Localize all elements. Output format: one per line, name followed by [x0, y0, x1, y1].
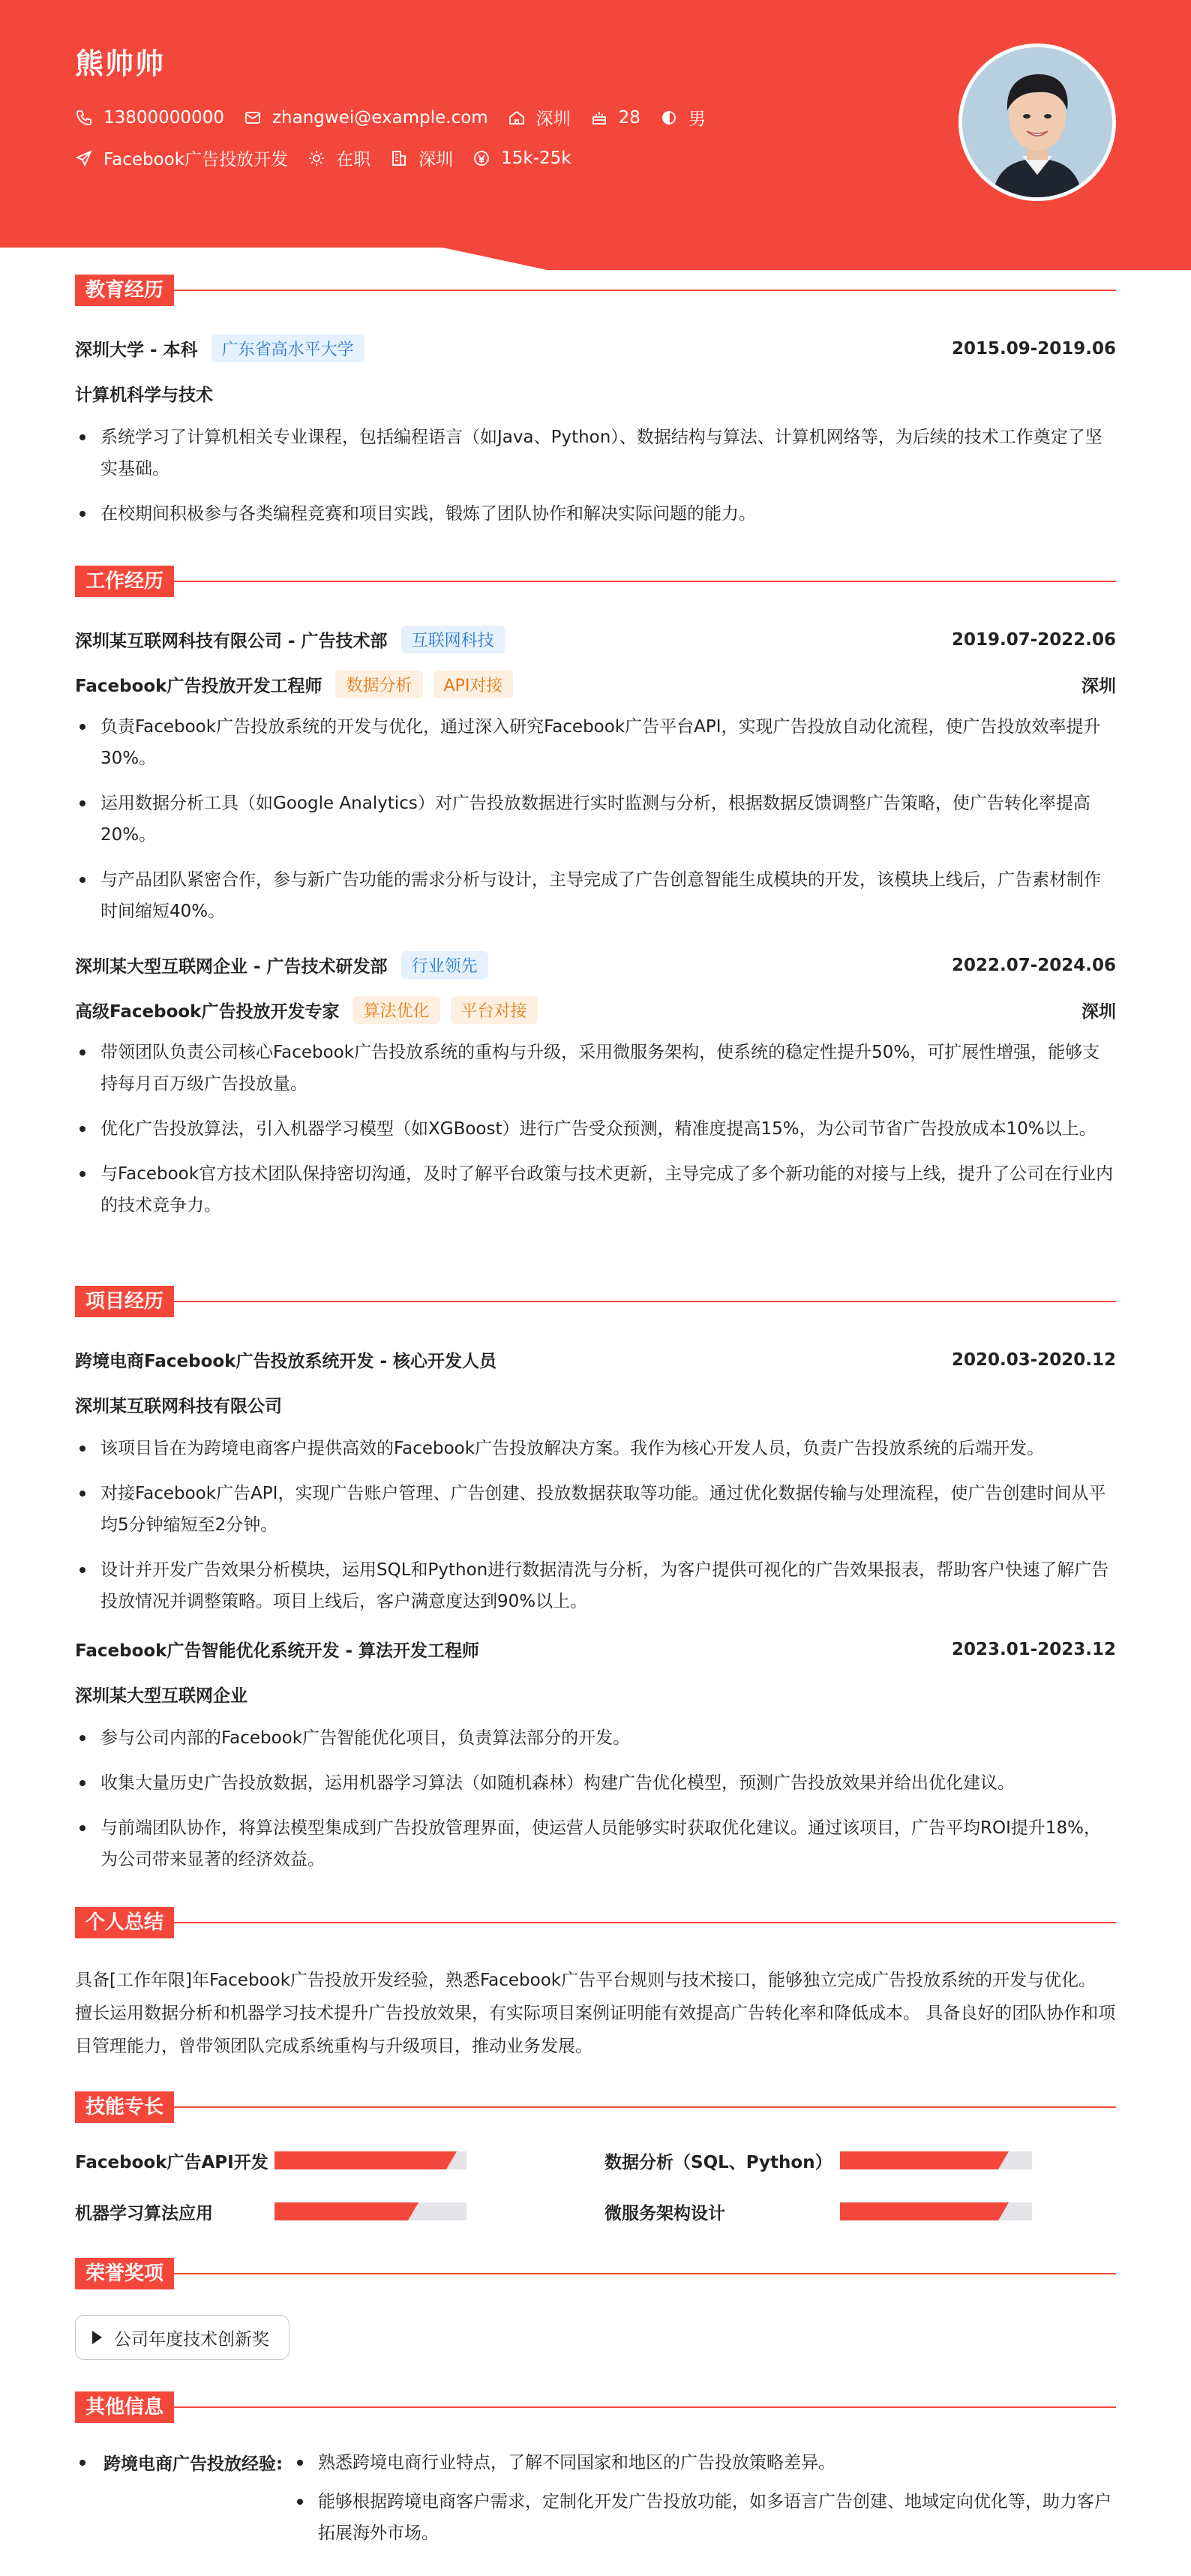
summary-title: 个人总结 — [75, 1907, 174, 1938]
job-2-bullets — [75, 1037, 1116, 1235]
list-item: 在校期间积极参与各类编程竞赛和项目实践，锻炼了团队协作和解决实际问题的能力。 — [75, 498, 1116, 530]
gender-text: 男 — [688, 110, 706, 129]
email-info — [244, 108, 488, 128]
work-section-header — [75, 566, 1116, 597]
salary-info — [472, 149, 571, 168]
job-role: 高级Facebook广告投放开发专家 — [75, 1002, 340, 1022]
section-divider — [174, 290, 1116, 291]
job-city: 深圳 — [1082, 677, 1116, 696]
project-period: 2023.01-2023.12 — [951, 1639, 1116, 1659]
section-divider — [174, 1922, 1116, 1923]
company-tag: 行业领先 — [401, 951, 488, 979]
target-job-text: Facebook广告投放开发 — [104, 150, 289, 170]
avatar-portrait — [962, 47, 1112, 197]
skill-name: 微服务架构设计 — [604, 2203, 725, 2223]
avatar — [958, 44, 1116, 201]
list-item: 运用数据分析工具（如Google Analytics）对广告投放数据进行实时监测与分析，根据数据反馈调整广告策略，使广告转化率提高20%。 — [75, 788, 1116, 851]
list-item: 参与公司内部的Facebook广告智能优化项目，负责算法部分的开发。 — [75, 1722, 1116, 1754]
list-item: 与前端团队协作，将算法模型集成到广告投放管理界面，使运营人员能够实时获取优化建议。通过该项目，广告平均ROI提升18%，为公司带来显著的经济效益。 — [75, 1812, 1116, 1875]
skill-bar-fill — [274, 2151, 457, 2169]
candidate-name: 熊帅帅 — [75, 47, 166, 80]
skill-bar — [274, 2151, 466, 2169]
building-icon — [390, 149, 408, 167]
list-item: 带领团队负责公司核心Facebook广告投放系统的重构与升级，采用微服务架构，使系统的稳定性提升50%，可扩展性增强，能够支持每月百万级广告投放量。 — [75, 1037, 1116, 1100]
project-1-header — [75, 1347, 1116, 1372]
salary-text: 15k-25k — [501, 148, 572, 168]
status-icon — [308, 149, 326, 167]
skill-bar — [840, 2202, 1032, 2220]
skill-bar-fill — [840, 2151, 1009, 2169]
role-tag: API对接 — [434, 671, 514, 698]
other-section-header — [75, 2391, 1116, 2423]
role-tag: 平台对接 — [451, 996, 538, 1024]
list-item: 设计并开发广告效果分析模块，运用SQL和Python进行数据清洗与分析，为客户提供可视化的广告效果报表，帮助客户快速了解广告投放情况并调整策略。项目上线后，客户满意度达到90%以上。 — [75, 1554, 1116, 1617]
gender-icon — [660, 109, 678, 127]
project-name: Facebook广告智能优化系统开发 - 算法开发工程师 — [75, 1641, 480, 1661]
project-1-bullets — [75, 1433, 1116, 1631]
school-name: 深圳大学 - 本科 — [75, 341, 198, 360]
list-item: 能够根据跨境电商客户需求，定制化开发广告投放功能，如多语言广告创建、地域定向优化等，助力客户拓展海外市场。 — [294, 2486, 1116, 2549]
skills-section-header — [75, 2091, 1116, 2123]
status-info — [308, 146, 370, 170]
list-item: 收集大量历史广告投放数据，运用机器学习算法（如随机森林）构建广告优化模型，预测广告投放效果并给出优化建议。 — [75, 1767, 1116, 1799]
major: 计算机科学与技术 — [75, 386, 213, 405]
job-city: 深圳 — [1082, 1002, 1116, 1022]
skill-bar-fill — [274, 2202, 418, 2220]
section-divider — [174, 581, 1116, 582]
work-title: 工作经历 — [75, 566, 174, 597]
phone-icon — [75, 109, 93, 127]
job-intent-row — [75, 146, 591, 170]
location-info — [508, 105, 571, 130]
project-1-org-row — [75, 1392, 1116, 1417]
education-title: 教育经历 — [75, 275, 174, 306]
resume-header — [0, 0, 1191, 270]
education-major-row — [75, 381, 1116, 406]
section-divider — [174, 2106, 1116, 2108]
project-org: 深圳某互联网科技有限公司 — [75, 1397, 282, 1416]
skill-name: 数据分析（SQL、Python） — [604, 2152, 832, 2172]
list-item: 系统学习了计算机相关专业课程，包括编程语言（如Java、Python）、数据结构与算法、计算机网络等，为后续的技术工作奠定了坚实基础。 — [75, 422, 1116, 485]
summary-section-header — [75, 1907, 1116, 1938]
education-period: 2015.09-2019.06 — [951, 338, 1116, 359]
project-2-bullets — [75, 1722, 1116, 1889]
award-item — [75, 2315, 290, 2360]
skill-name: Facebook广告API开发 — [75, 2152, 268, 2172]
skill-bar-fill — [840, 2202, 1009, 2220]
skills-title: 技能专长 — [75, 2091, 174, 2123]
company-tag: 互联网科技 — [401, 626, 505, 653]
section-divider — [174, 1301, 1116, 1302]
role-tag: 算法优化 — [352, 996, 440, 1024]
skill-bar — [274, 2202, 466, 2220]
list-item: 负责Facebook广告投放系统的开发与优化，通过深入研究Facebook广告平台API，实现广告投放自动化流程，使广告投放效率提升30%。 — [75, 711, 1116, 774]
job-1-bullets — [75, 711, 1116, 941]
job-1-role-row — [75, 671, 1116, 698]
list-item: 该项目旨在为跨境电商客户提供高效的Facebook广告投放解决方案。我作为核心开发人员，负责广告投放系统的后端开发。 — [75, 1433, 1116, 1464]
awards-section-header — [75, 2258, 1116, 2289]
list-item: 优化广告投放算法，引入机器学习模型（如XGBoost）进行广告受众预测，精准度提高15%，为公司节省广告投放成本10%以上。 — [75, 1113, 1116, 1145]
role-tag: 数据分析 — [335, 671, 422, 698]
gender-info — [660, 105, 706, 130]
projects-section-header — [75, 1286, 1116, 1317]
age-info — [590, 108, 640, 128]
job-1-header — [75, 626, 1116, 653]
job-role: Facebook广告投放开发工程师 — [75, 677, 322, 696]
target-city-text: 深圳 — [418, 150, 454, 170]
target-city-info — [390, 146, 453, 170]
school-tag: 广东省高水平大学 — [212, 335, 364, 362]
job-period: 2019.07-2022.06 — [951, 629, 1116, 650]
location-text: 深圳 — [536, 110, 571, 129]
other-title: 其他信息 — [75, 2391, 174, 2423]
mail-icon — [244, 109, 262, 127]
project-2-header — [75, 1637, 1116, 1662]
education-entry-header — [75, 335, 1116, 362]
other-key — [75, 2450, 283, 2475]
email-text: zhangwei@example.com — [272, 107, 488, 128]
list-item: 对接Facebook广告API，实现广告账户管理、广告创建、投放数据获取等功能。通过优化数据传输与处理流程，使广告创建时间从平均5分钟缩短至2分钟。 — [75, 1478, 1116, 1541]
project-org: 深圳某大型互联网企业 — [75, 1686, 248, 1706]
other-key-label: 跨境电商广告投放经验: — [104, 2454, 284, 2474]
summary-text: 具备[工作年限]年Facebook广告投放开发经验，熟悉Facebook广告平台规则与技术接口，能够独立完成广告投放系统的开发与优化。 擅长运用数据分析和机器学习技术提升广告投放效果，有实际项目案例证明能有效提高广告转化率和降低成本。 具备良好的团队协作和项目管理能力，曾带领团队完成系统重构与升级项目，推动业务发展。 — [75, 1971, 1116, 2056]
other-bullets — [294, 2447, 1116, 2556]
job-period: 2022.07-2024.06 — [951, 955, 1116, 975]
company-name: 深圳某互联网科技有限公司 - 广告技术部 — [75, 632, 388, 651]
list-item: 与产品团队紧密合作，参与新广告功能的需求分析与设计，主导完成了广告创意智能生成模块的开发，该模块上线后，广告素材制作时间缩短40%。 — [75, 864, 1116, 927]
phone-text: 13800000000 — [104, 107, 224, 128]
skill-item — [604, 2147, 1032, 2174]
skill-item — [75, 2198, 466, 2225]
project-2-org-row — [75, 1682, 1116, 1707]
job-2-header — [75, 951, 1116, 979]
project-period: 2020.03-2020.12 — [951, 1350, 1116, 1370]
list-item: 与Facebook官方技术团队保持密切沟通，及时了解平台政策与技术更新，主导完成了多个新功能的对接与上线，提升了公司在行业内的技术竞争力。 — [75, 1158, 1116, 1221]
play-icon — [92, 2331, 102, 2344]
project-name: 跨境电商Facebook广告投放系统开发 - 核心开发人员 — [75, 1352, 497, 1371]
projects-title: 项目经历 — [75, 1286, 174, 1317]
section-divider — [174, 2406, 1116, 2408]
home-icon — [508, 109, 526, 127]
awards-title: 荣誉奖项 — [75, 2258, 174, 2289]
education-section-header — [75, 275, 1116, 306]
award-name: 公司年度技术创新奖 — [114, 2329, 269, 2349]
job-2-role-row — [75, 996, 1116, 1024]
salary-icon — [472, 149, 490, 167]
contact-row — [75, 105, 725, 130]
company-name: 深圳某大型互联网企业 - 广告技术研发部 — [75, 957, 388, 977]
section-divider — [174, 2273, 1116, 2274]
target-job-info — [75, 146, 288, 170]
education-bullets — [75, 422, 1116, 543]
skill-item — [75, 2147, 466, 2174]
cake-icon — [590, 109, 608, 127]
status-text: 在职 — [336, 150, 371, 170]
phone-info — [75, 108, 224, 128]
send-icon — [75, 149, 93, 167]
skill-bar — [840, 2151, 1032, 2169]
age-text: 28 — [618, 107, 640, 128]
skill-name: 机器学习算法应用 — [75, 2203, 213, 2223]
skill-item — [604, 2198, 1032, 2225]
list-item: 熟悉跨境电商行业特点，了解不同国家和地区的广告投放策略差异。 — [294, 2447, 1116, 2478]
